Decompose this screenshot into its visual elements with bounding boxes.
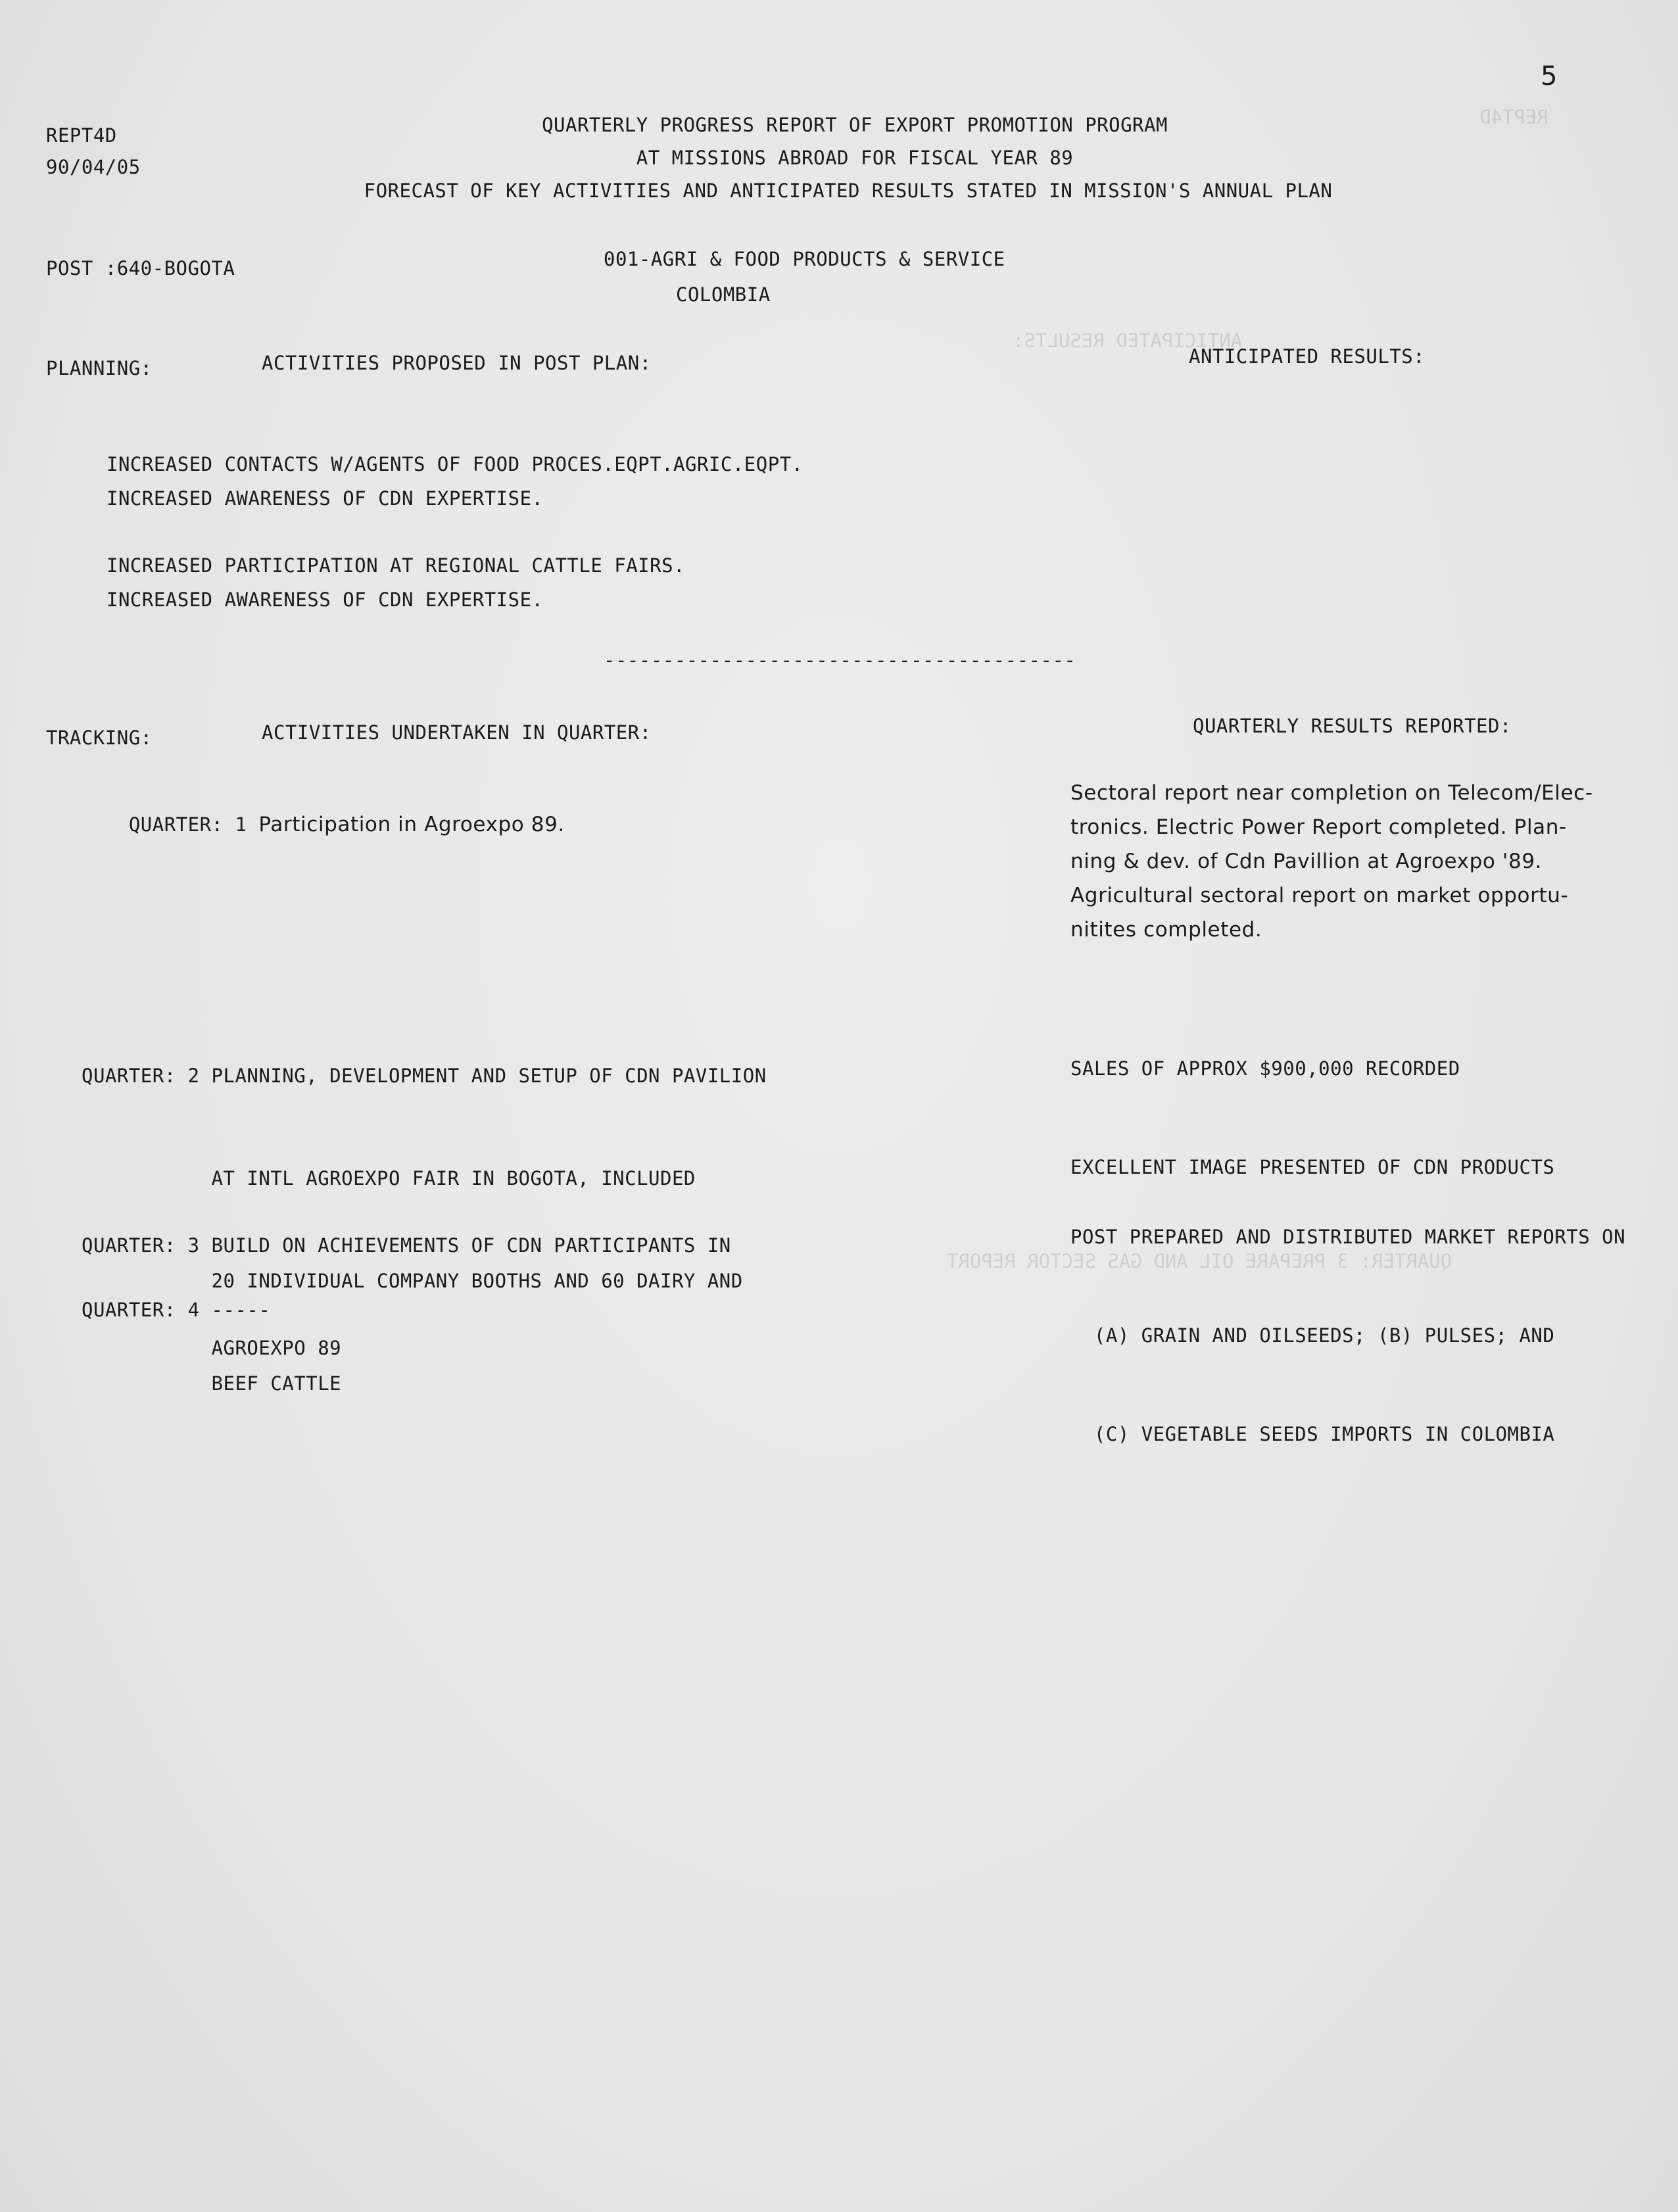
report-code: REPT4D [46, 124, 117, 147]
report-title-line-1: QUARTERLY PROGRESS REPORT OF EXPORT PROMOTION PROGRAM [542, 114, 1168, 136]
bleed-through-text: REPT4D [1479, 106, 1548, 128]
activity-line: QUARTER: 3 BUILD ON ACHIEVEMENTS OF CDN PARTICIPANTS IN [82, 1234, 731, 1257]
result-line: SALES OF APPROX $900,000 RECORDED [1070, 1057, 1460, 1080]
section-separator: ---------------------------------------- [604, 649, 1076, 671]
bleed-through-text: QUARTER: 3 PREPARE OIL AND GAS SECTOR REPORT [947, 1250, 1452, 1272]
country-label: COLOMBIA [676, 283, 771, 306]
result-line: Agricultural sectoral report on market opportu- [1070, 884, 1569, 907]
result-line: EXCELLENT IMAGE PRESENTED OF CDN PRODUCTS [1070, 1156, 1555, 1178]
result-line: POST PREPARED AND DISTRIBUTED MARKET REPORTS ON [1070, 1226, 1626, 1248]
planning-line: INCREASED CONTACTS W/AGENTS OF FOOD PROCES.EQPT.AGRIC.EQPT. [107, 453, 803, 475]
result-line: nitites completed. [1070, 918, 1262, 942]
quarter-1-activity [82, 789, 565, 860]
result-line: Sectoral report near completion on Telecom/Elec- [1070, 781, 1593, 805]
result-line: ning & dev. of Cdn Pavillion at Agroexpo '89. [1070, 850, 1543, 873]
activity-line: AT INTL AGROEXPO FAIR IN BOGOTA, INCLUDED [82, 1167, 696, 1190]
tracking-results-header: QUARTERLY RESULTS REPORTED: [1193, 715, 1512, 737]
planning-results-header: ANTICIPATED RESULTS: [1189, 345, 1426, 368]
result-line: (C) VEGETABLE SEEDS IMPORTS IN COLOMBIA [1070, 1423, 1555, 1445]
sector-label: 001-AGRI & FOOD PRODUCTS & SERVICE [604, 248, 1005, 270]
result-line: tronics. Electric Power Report completed. Plan- [1070, 815, 1567, 839]
planning-label: PLANNING: [46, 357, 153, 379]
planning-line: INCREASED AWARENESS OF CDN EXPERTISE. [107, 589, 544, 611]
quarter-1-text: Participation in Agroexpo 89. [258, 813, 565, 836]
activity-line: 20 INDIVIDUAL COMPANY BOOTHS AND 60 DAIRY AND [82, 1270, 743, 1292]
planning-line: INCREASED PARTICIPATION AT REGIONAL CATTLE FAIRS. [107, 554, 686, 577]
post-label: POST :640-BOGOTA [46, 257, 235, 279]
activity-line: AGROEXPO 89 [82, 1337, 342, 1359]
activity-line: BEEF CATTLE [82, 1372, 342, 1395]
report-date: 90/04/05 [46, 156, 141, 178]
report-title-line-2: AT MISSIONS ABROAD FOR FISCAL YEAR 89 [636, 147, 1074, 169]
report-title-line-3: FORECAST OF KEY ACTIVITIES AND ANTICIPATED RESULTS STATED IN MISSION'S ANNUAL PLAN [364, 180, 1333, 202]
quarter-3-activity [82, 1160, 731, 1433]
quarter-3-results [1070, 1155, 1625, 1516]
planning-line: INCREASED AWARENESS OF CDN EXPERTISE. [107, 487, 544, 510]
result-line: (A) GRAIN AND OILSEEDS; (B) PULSES; AND [1070, 1324, 1555, 1347]
activity-line: QUARTER: 2 PLANNING, DEVELOPMENT AND SETUP OF CDN PAVILION [82, 1065, 767, 1087]
quarter-1-label: QUARTER: 1 [128, 813, 259, 836]
page-number: 5 [1541, 61, 1558, 91]
quarter-1-results [1070, 776, 1662, 947]
tracking-activities-header: ACTIVITIES UNDERTAKEN IN QUARTER: [262, 721, 652, 744]
tracking-label: TRACKING: [46, 727, 153, 749]
planning-activities-header: ACTIVITIES PROPOSED IN POST PLAN: [262, 352, 652, 374]
quarter-4-activity: QUARTER: 4 ----- [82, 1299, 271, 1321]
bleed-through-text: ANTICIPATED RESULTS: [1013, 329, 1243, 352]
